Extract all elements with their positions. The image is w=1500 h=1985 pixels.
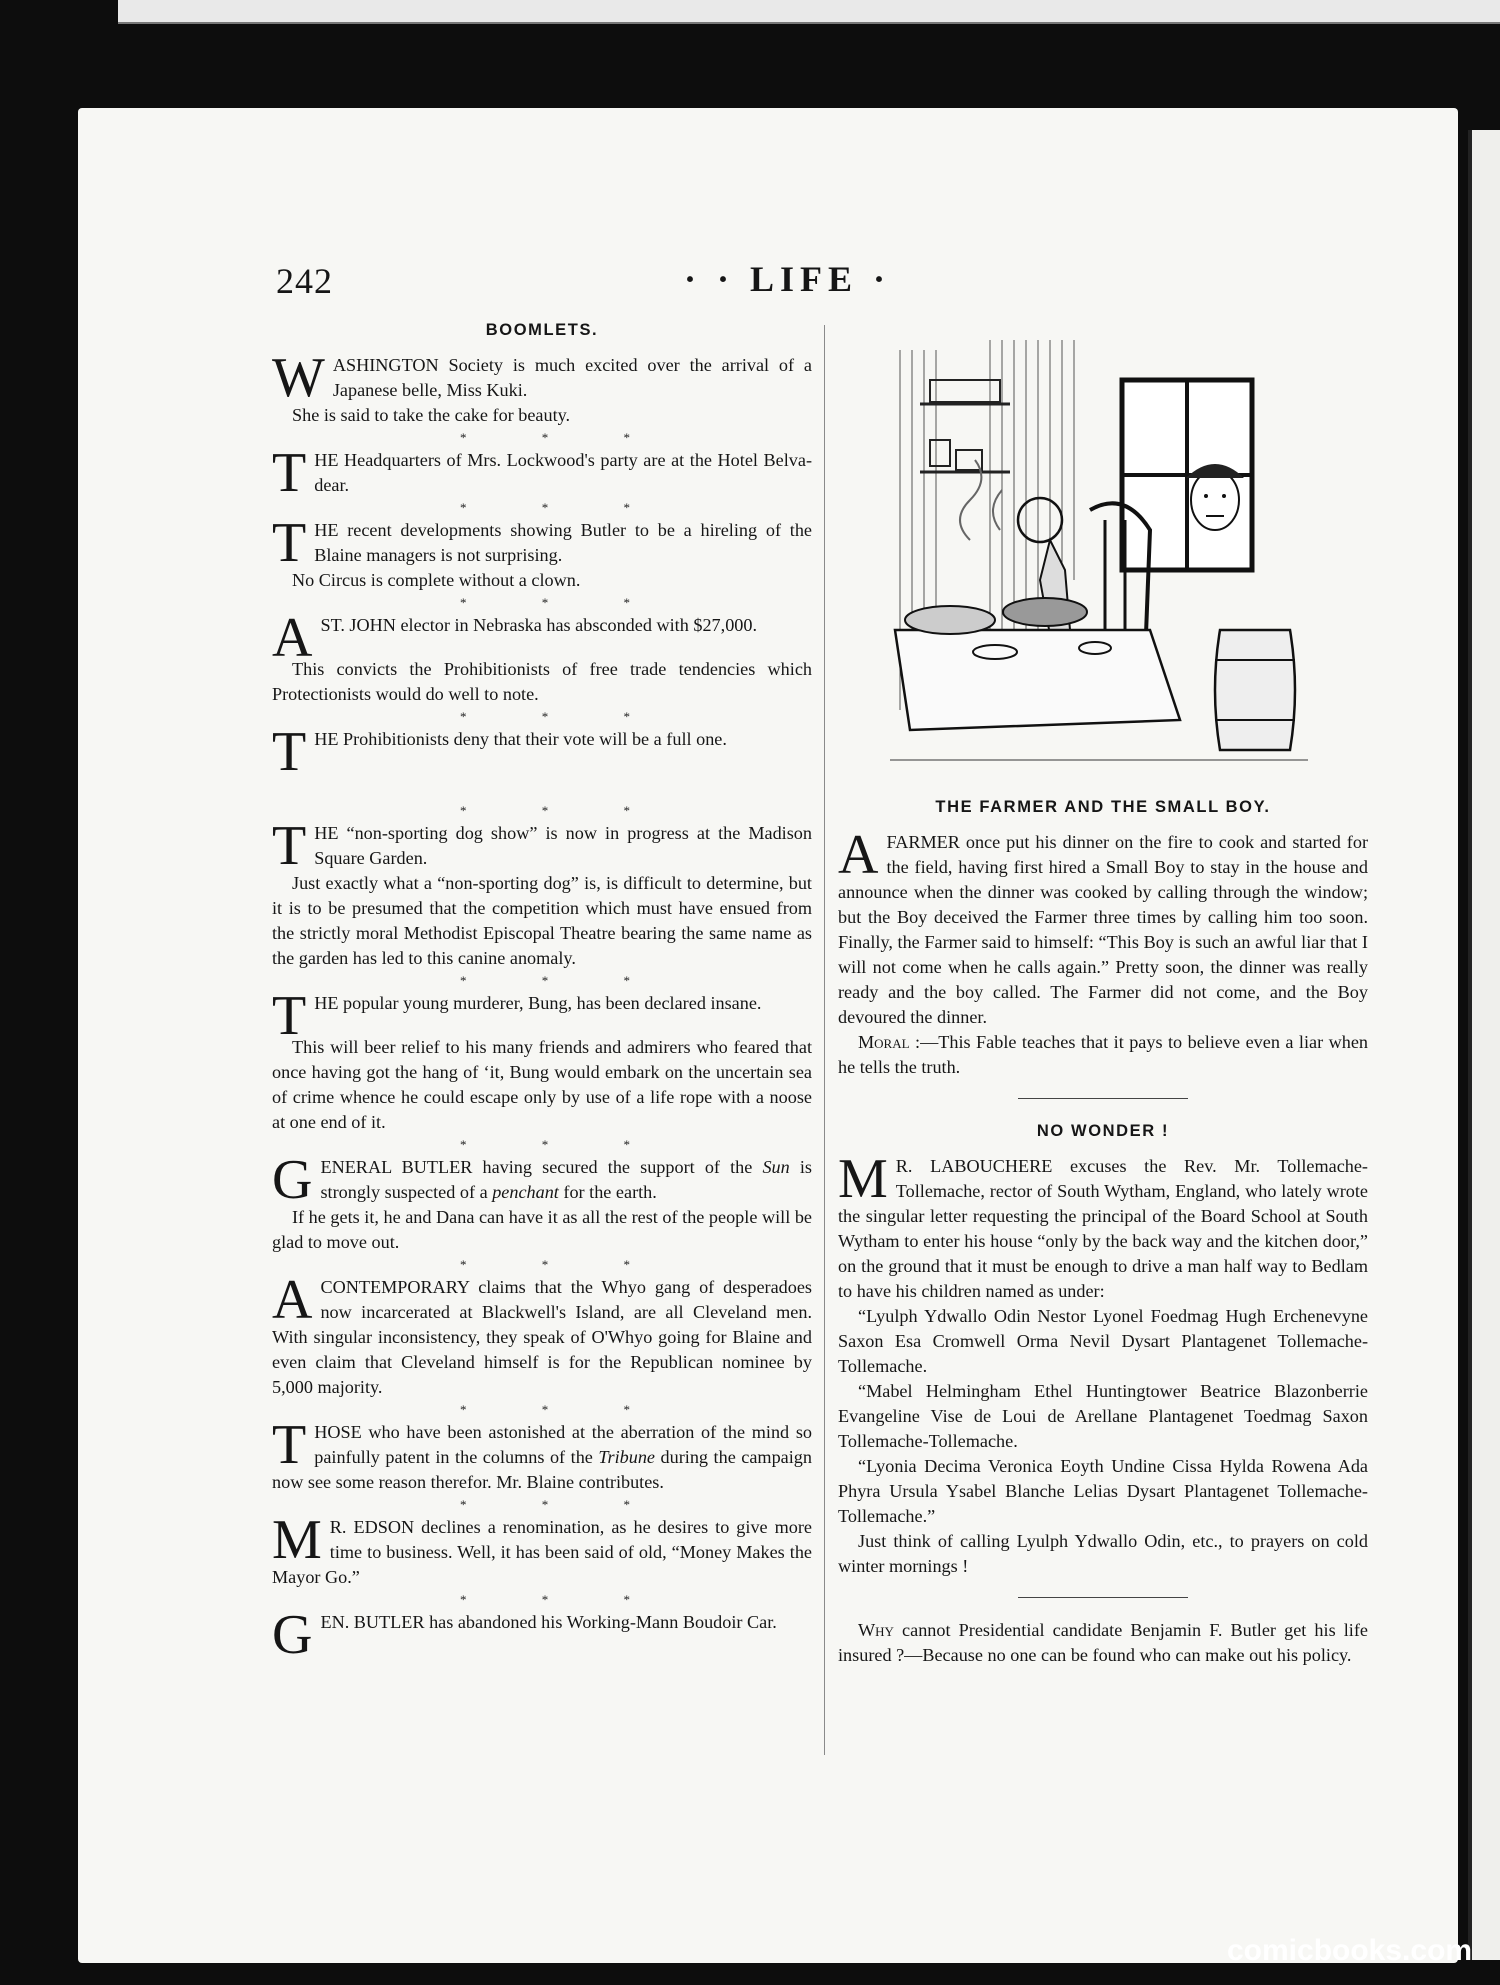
boomlet-item [272, 991, 812, 1135]
dropcap-initial: T [272, 991, 307, 1035]
boomlet-item [272, 448, 812, 498]
item-separator: * * * [460, 973, 666, 988]
boomlet-item [272, 353, 812, 428]
dropcap-initial: W [272, 353, 325, 403]
boomlet-lead-text: HE “non-sporting dog show” is now in progress at the Madison Square Garden. [314, 823, 812, 868]
boomlet-body-text: This will beer relief to his many friends and admirers who feared that once having got the hang of ‘it, Bung would embark on the uncertain sea of crime whence he could escape only by use of a life rope with a noose at one end of it. [272, 1037, 812, 1132]
dropcap-initial: T [272, 727, 307, 771]
boomlet-item [272, 821, 812, 971]
dropcap-initial: T [272, 448, 307, 498]
dropcap-initial: T [272, 518, 307, 568]
item-separator: * * * [460, 1137, 666, 1152]
page-number: 242 [276, 261, 333, 301]
butler-joke [838, 1618, 1368, 1668]
dropcap-initial: A [272, 613, 313, 657]
boomlet-body-text: She is said to take the cake for beauty. [292, 405, 571, 425]
dropcap-initial: A [272, 1275, 313, 1331]
boomlets-list [272, 353, 812, 1654]
boomlet-body-text: Just exactly what a “non-sporting dog” is, is difficult to determine, but it is to be presumed that the competition which must have ensued from the strictly moral Methodist Episcopal Theatre bearing the same name as the garden has led to this canine anomaly. [272, 873, 812, 968]
boomlet-body-text: No Circus is complete without a clown. [292, 570, 581, 590]
item-separator: * * * [460, 1592, 666, 1607]
child-name-3: “Lyonia Decima Veronica Eoyth Undine Cissa Hylda Rowena Ada Phyra Ursula Ysabel Blanche Lelias Dysart Plantagenet Tollemache-Tollemache.” [838, 1456, 1368, 1526]
dropcap-initial: G [272, 1610, 313, 1654]
boomlet-lead-text: ENERAL BUTLER having secured the support of the [320, 1157, 763, 1177]
boomlet-lead-text: ASHINGTON Society is much excited over the arrival of a Japanese belle, Miss Kuki. [332, 355, 812, 400]
farmer-boy-illustration [890, 330, 1308, 782]
italic-term: Tribune [598, 1447, 655, 1467]
item-separator: * * * [460, 709, 666, 724]
child-name-1: “Lyulph Ydwallo Odin Nestor Lyonel Foedmag Hugh Erchenevyne Saxon Esa Cromwell Orma Nevil Dysart Plantagenet Tollemache-Tollemache. [838, 1306, 1368, 1376]
previous-page-edge [118, 0, 1500, 24]
boomlet-lead-text: EN. BUTLER has abandoned his Working-Mann Boudoir Car. [320, 1612, 777, 1632]
no-wonder-story [838, 1154, 1368, 1579]
dropcap-initial: T [272, 1420, 307, 1476]
no-wonder-title: NO WONDER ! [1036, 1122, 1170, 1140]
child-name-2: “Mabel Helmingham Ethel Huntingtower Beatrice Blazonberrie Evangeline Vise de Loui de Arellane Plantagenet Toedmag Saxon Tollemache-Tollemache. [838, 1381, 1368, 1451]
moral-text: :—This Fable teaches that it pays to believe even a liar when he tells the truth. [838, 1032, 1368, 1077]
dropcap-initial: G [272, 1155, 313, 1205]
boomlet-item [272, 727, 812, 771]
italic-term: penchant [492, 1182, 559, 1202]
item-separator: * * * [460, 1402, 666, 1417]
fable-story [838, 830, 1368, 1080]
fable-dropcap: A [838, 830, 879, 886]
boomlet-lead-text: HE Headquarters of Mrs. Lockwood's party are at the Hotel Belva-dear. [314, 450, 812, 495]
section-rule-2 [1018, 1597, 1188, 1598]
boomlets-column [272, 318, 812, 1758]
boomlet-item [272, 1515, 812, 1590]
right-text-column [838, 795, 1368, 1750]
boomlet-lead-text: HE Prohibitionists deny that their vote will be a full one. [314, 729, 727, 749]
column-divider [824, 325, 825, 1755]
dropcap-initial: T [272, 821, 307, 871]
item-separator: * * * [460, 1257, 666, 1272]
moral-label: Moral [858, 1032, 910, 1052]
boomlet-lead-text: is strongly suspected of a [320, 1157, 812, 1202]
boomlet-lead-text: HE recent developments showing Butler to be a hireling of the Blaine managers is not surprising. [314, 520, 812, 565]
item-separator: * * * [460, 595, 666, 610]
next-page-edge [1468, 130, 1500, 1960]
no-wonder-text: R. LABOUCHERE excuses the Rev. Mr. Tollemache-Tollemache, rector of South Wytham, England, who lately wrote the singular letter requesting the principal of the Board School at South Wytham to enter his house “only by the back way and the kitchen door,” on the ground that it must be enough to drive a man half way to Bedlam to have his children named as under: [838, 1156, 1368, 1301]
boomlet-lead-text: CONTEMPORARY claims that the Whyo gang of desperadoes now incarcerated at Blackwell's Island, are all Cleveland men. With singular inconsistency, they speak of O'Whyo going for Blaine and even claim that Cleveland himself is for the Republican nominee by 5,000 majority. [272, 1277, 812, 1397]
boomlet-lead-text: HOSE who have been astonished at the aberration of the mind so painfully patent in the columns of the [314, 1422, 812, 1467]
boomlet-item [272, 1155, 812, 1255]
boomlet-lead-text: R. EDSON declines a renomination, as he desires to give more time to business. Well, it has been said of old, “Money Makes the Mayor Go.” [272, 1517, 812, 1587]
boomlet-item [272, 518, 812, 593]
no-wonder-closing: Just think of calling Lyulph Ydwallo Odin, etc., to prayers on cold winter mornings ! [838, 1531, 1368, 1576]
boomlet-lead-text: HE popular young murderer, Bung, has been declared insane. [314, 993, 762, 1013]
item-separator: * * * [460, 500, 666, 515]
boomlet-body-text: This convicts the Prohibitionists of free trade tendencies which Protectionists would do well to note. [272, 659, 812, 704]
dropcap-initial: M [272, 1515, 322, 1571]
boomlet-body-text: If he gets it, he and Dana can have it as all the rest of the people will be glad to move out. [272, 1207, 812, 1252]
spacer [272, 773, 812, 801]
boomlet-lead-text: for the earth. [558, 1182, 657, 1202]
boomlet-item [272, 1420, 812, 1495]
site-watermark: comicbooks.com [1227, 1934, 1473, 1967]
item-separator: * * * [460, 803, 666, 818]
butler-joke-lead: Why [858, 1620, 894, 1640]
boomlet-item [272, 1610, 812, 1654]
fable-text: FARMER once put his dinner on the fire to cook and started for the field, having first hired a Small Boy to stay in the house and announce when the dinner was cooked by calling through the window; but the Boy deceived the Farmer three times by calling him too soon. Finally, the Farmer said to himself: “This Boy is such an awful liar that I will not come when he calls again.” Pretty soon, the dinner was really ready and the boy called. The Farmer did not come, and the Boy devoured the dinner. [838, 832, 1368, 1027]
boomlets-title: BOOMLETS. [485, 321, 599, 339]
boomlet-item [272, 1275, 812, 1400]
masthead-title: · · LIFE · [684, 259, 892, 299]
butler-joke-text: cannot Presidential candidate Benjamin F. Butler get his life insured ?—Because no one can be found who can make out his policy. [838, 1620, 1368, 1665]
section-rule [1018, 1098, 1188, 1099]
item-separator: * * * [460, 430, 666, 445]
fable-title: THE FARMER AND THE SMALL BOY. [935, 798, 1271, 816]
boomlet-item [272, 613, 812, 707]
item-separator: * * * [460, 1497, 666, 1512]
no-wonder-dropcap: M [838, 1154, 888, 1210]
boomlet-lead-text: during the campaign now see some reason therefor. Mr. Blaine contributes. [272, 1447, 812, 1492]
boomlet-lead-text: ST. JOHN elector in Nebraska has absconded with $27,000. [320, 615, 758, 635]
italic-term: Sun [762, 1157, 790, 1177]
